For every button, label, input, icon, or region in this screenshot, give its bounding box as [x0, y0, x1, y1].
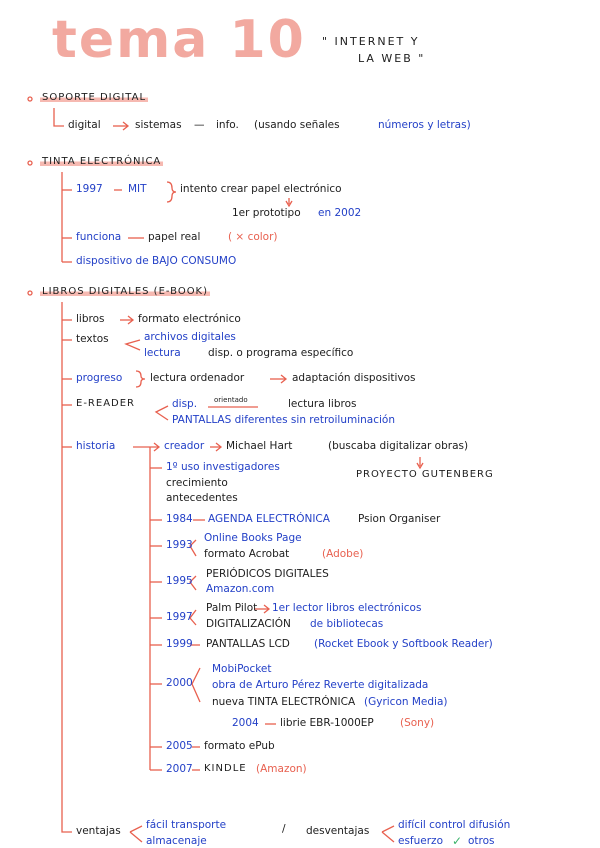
text-de-bibliotecas: de bibliotecas — [310, 618, 384, 630]
text-amazon-com: Amazon.com — [206, 583, 275, 595]
text-papel-real: papel real — [148, 231, 201, 243]
text-year-1995: 1995 — [166, 575, 193, 587]
text-pantallas-diferentes: PANTALLAS diferentes sin retroiluminación — [172, 414, 395, 426]
heading-tinta-electronica: TINTA ELECTRÓNICA — [42, 156, 162, 167]
text-dificil-control: difícil control difusión — [398, 819, 511, 831]
text-year-2004: 2004 — [232, 717, 259, 729]
text-michael-hart: Michael Hart — [226, 440, 293, 452]
text-proyecto-gutenberg: PROYECTO GUTENBERG — [356, 469, 494, 480]
text-online-books-page: Online Books Page — [204, 532, 302, 544]
page-title: tema 10 — [52, 10, 306, 70]
text-orientado: orientado — [214, 396, 248, 404]
text-obra-perez-reverte: obra de Arturo Pérez Reverte digitalizada — [212, 679, 429, 691]
text-disp-programa: disp. o programa específico — [208, 347, 354, 359]
text-gyricon-media: (Gyricon Media) — [364, 696, 448, 708]
text-slash: / — [282, 823, 286, 835]
text-sin-color: ( × color) — [228, 231, 278, 243]
text-facil-transporte: fácil transporte — [146, 819, 227, 831]
text-numeros-letras: números y letras) — [378, 119, 471, 131]
text-e-reader: E-READER — [76, 398, 136, 409]
text-buscaba-digitalizar: (buscaba digitalizar obras) — [328, 440, 469, 452]
text-antecedentes: antecedentes — [166, 492, 238, 504]
text-almacenaje: almacenaje — [146, 835, 207, 847]
text-rocket-softbook: (Rocket Ebook y Softbook Reader) — [314, 638, 493, 650]
text-librie: librie EBR-1000EP — [280, 717, 374, 729]
text-digitalizacion: DIGITALIZACIÓN — [206, 618, 291, 630]
text-formato-acrobat: formato Acrobat — [204, 548, 290, 560]
text-dispositivo-bajo-consumo: dispositivo de BAJO CONSUMO — [76, 255, 237, 267]
heading-soporte-digital: SOPORTE DIGITAL — [42, 92, 147, 103]
text-nueva-tinta: nueva TINTA ELECTRÓNICA — [212, 696, 356, 708]
text-esfuerzo: esfuerzo — [398, 835, 443, 847]
text-info: info. — [216, 119, 239, 131]
text-palm-pilot: Palm Pilot — [206, 602, 258, 614]
text-creador: creador — [164, 440, 205, 452]
text-dash: — — [194, 119, 205, 131]
text-sony: (Sony) — [400, 717, 435, 729]
text-lectura-libros: lectura libros — [288, 398, 357, 410]
text-adobe: (Adobe) — [322, 548, 364, 560]
text-usando-senales: (usando señales — [254, 119, 340, 131]
text-year-1993: 1993 — [166, 539, 193, 551]
text-primer-prototipo: 1er prototipo — [232, 207, 301, 219]
text-intento-crear: intento crear papel electrónico — [180, 183, 342, 195]
text-1997-mit-year: 1997 — [76, 183, 103, 195]
text-year-2007: 2007 — [166, 763, 193, 775]
text-pantallas-lcd: PANTALLAS LCD — [206, 638, 290, 650]
text-otros: otros — [468, 835, 495, 847]
text-psion-organiser: Psion Organiser — [358, 513, 441, 525]
text-adaptacion-dispositivos: adaptación dispositivos — [292, 372, 416, 384]
text-sistemas: sistemas — [135, 119, 182, 131]
text-progreso: progreso — [76, 372, 123, 384]
check-icon: ✓ — [452, 834, 463, 848]
text-mobipocket: MobiPocket — [212, 663, 272, 675]
text-lectura: lectura — [144, 347, 181, 359]
text-formato-electronico: formato electrónico — [138, 313, 241, 325]
text-primer-uso-investigadores: 1º uso investigadores — [166, 461, 280, 473]
subtitle-line-1: " INTERNET Y — [322, 35, 420, 48]
text-crecimiento: crecimiento — [166, 477, 228, 489]
text-amazon: (Amazon) — [256, 763, 307, 775]
text-year-2005: 2005 — [166, 740, 193, 752]
text-historia: historia — [76, 440, 116, 452]
text-agenda-electronica: AGENDA ELECTRÓNICA — [208, 513, 330, 525]
text-kindle: KINDLE — [204, 763, 247, 774]
heading-libros-digitales: LIBROS DIGITALES (E-BOOK) — [42, 286, 209, 297]
text-formato-epub: formato ePub — [204, 740, 275, 752]
text-lectura-ordenador: lectura ordenador — [150, 372, 245, 384]
text-libros: libros — [76, 313, 105, 325]
text-digital: digital — [68, 119, 101, 131]
text-textos: textos — [76, 333, 109, 345]
subtitle-line-2: LA WEB " — [358, 52, 426, 65]
text-year-1999: 1999 — [166, 638, 193, 650]
text-en-2002: en 2002 — [318, 207, 362, 219]
text-archivos-digitales: archivos digitales — [144, 331, 236, 343]
text-year-1984: 1984 — [166, 513, 193, 525]
text-desventajas: desventajas — [306, 825, 370, 837]
text-mit: MIT — [128, 183, 147, 195]
text-disp: disp. — [172, 398, 198, 410]
text-year-2000: 2000 — [166, 677, 193, 689]
text-primer-lector: 1er lector libros electrónicos — [272, 602, 422, 614]
text-year-1997: 1997 — [166, 611, 193, 623]
text-funciona: funciona — [76, 231, 122, 243]
text-ventajas: ventajas — [76, 825, 121, 837]
text-periodicos-digitales: PERIÓDICOS DIGITALES — [206, 568, 329, 580]
